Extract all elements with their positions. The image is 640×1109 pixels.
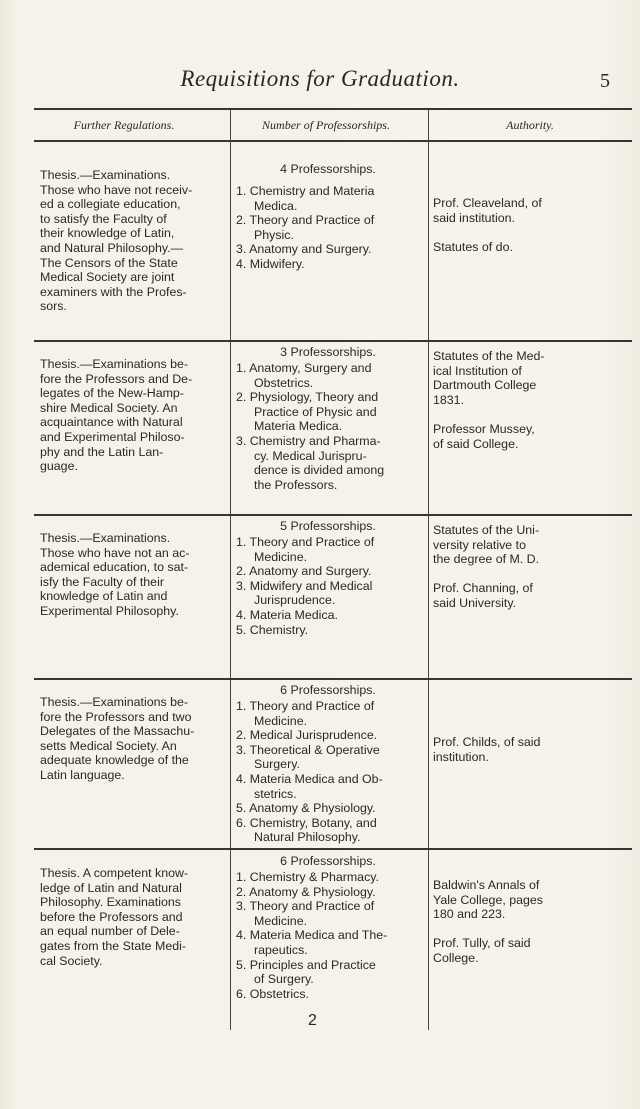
professorship-list-line: 3. Chemistry and Pharma- — [236, 433, 381, 448]
row-divider — [34, 678, 632, 680]
regulations-text-line: cal Society. — [40, 953, 103, 968]
regulations-text-line: guage. — [40, 459, 78, 474]
authority-text-line: Statutes of the Med- — [433, 349, 545, 363]
authority-text-line — [433, 922, 633, 937]
professorship-count: 6 Professorships. — [280, 854, 376, 868]
professorship-list — [236, 870, 420, 1001]
authority-text-line: Yale College, pages — [433, 892, 543, 907]
professorship-list-line: Materia Medica. — [254, 419, 343, 434]
authority-text-line: the degree of M. D. — [433, 552, 540, 567]
professorship-list-line: 3. Midwifery and Medical — [236, 578, 373, 593]
professorship-list-line: 3. Theory and Practice of — [236, 899, 375, 914]
regulations-text-line: and Experimental Philoso- — [40, 429, 185, 444]
regulations-text — [40, 531, 190, 619]
regulations-text-line: examiners with the Profes- — [40, 284, 187, 299]
professorship-count: 5 Professorships. — [280, 519, 376, 533]
authority-text-line: Statutes of the Uni- — [433, 523, 540, 537]
regulations-text — [40, 168, 193, 314]
professorship-list-line: 1. Chemistry & Pharmacy. — [236, 870, 379, 884]
regulations-text-line: fore the Professors and De- — [40, 371, 193, 386]
professorship-list-line: of Surgery. — [254, 972, 314, 987]
professorship-list-line: 5. Principles and Practice — [236, 957, 376, 972]
authority-text-line: Dartmouth College — [433, 378, 537, 393]
authority-text-line: 1831. — [433, 392, 465, 407]
row-divider — [34, 340, 632, 342]
professorship-list-line: Medica. — [254, 198, 298, 213]
page-number: 5 — [600, 70, 610, 92]
regulations-text-line: The Censors of the State — [40, 255, 178, 270]
authority-text-line: 180 and 223. — [433, 907, 506, 922]
row-divider — [34, 848, 632, 850]
regulations-text-line: isfy the Faculty of their — [40, 574, 164, 589]
authority-text-line: ical Institution of — [433, 363, 522, 378]
professorship-list-line: Practice of Physic and — [254, 404, 377, 419]
professorship-list-line: Medicine. — [254, 713, 308, 728]
regulations-text-line: Thesis.—Examinations be- — [40, 357, 189, 371]
regulations-text-line: ed a collegiate education, — [40, 197, 181, 212]
authority-text — [433, 523, 633, 611]
column-header-regulations: Further Regulations. — [73, 118, 175, 132]
professorship-list-line: 1. Theory and Practice of — [236, 535, 375, 549]
regulations-text-line: and Natural Philosophy.— — [40, 240, 184, 255]
authority-text-line: said University. — [433, 595, 517, 610]
header-rule — [34, 140, 632, 142]
signature-mark: 2 — [308, 1012, 317, 1029]
regulations-text-line: shire Medical Society. An — [40, 400, 178, 415]
professorship-list-line: 2. Theory and Practice of — [236, 213, 375, 228]
professorship-list-line: 3. Anatomy and Surgery. — [236, 242, 372, 257]
running-head: Requisitions for Graduation. — [180, 66, 460, 91]
regulations-text-line: Medical Society are joint — [40, 270, 175, 285]
professorship-list — [236, 699, 420, 845]
professorship-count: 6 Professorships. — [280, 683, 376, 697]
authority-text-line: Baldwin's Annals of — [433, 878, 540, 892]
regulations-text-line: to satisfy the Faculty of — [40, 211, 167, 226]
professorship-list-line: 1. Anatomy, Surgery and — [236, 361, 372, 375]
professorship-list-line: 5. Anatomy & Physiology. — [236, 801, 376, 816]
professorship-list — [236, 535, 420, 637]
professorship-count: 3 Professorships. — [280, 345, 376, 359]
authority-text-line: Prof. Cleaveland, of — [433, 196, 542, 210]
authority-text-line: institution. — [433, 749, 489, 764]
regulations-text-line: Those who have not an ac- — [40, 545, 190, 560]
professorship-count: 4 Professorships. — [280, 162, 376, 176]
professorship-list — [236, 361, 420, 492]
professorship-list-line: rapeutics. — [254, 942, 308, 957]
authority-text-line: Prof. Tully, of said — [433, 936, 531, 951]
professorship-list-line: 5. Chemistry. — [236, 622, 309, 637]
professorship-list-line: 6. Obstetrics. — [236, 986, 309, 1001]
column-divider-1 — [230, 110, 231, 1030]
professorship-list-line: 4. Materia Medica. — [236, 607, 338, 622]
authority-text-line — [433, 225, 633, 240]
professorship-list-line: Physic. — [254, 227, 294, 242]
authority-text-line: Prof. Childs, of said — [433, 735, 541, 749]
column-header-professorships: Number of Professorships. — [262, 118, 390, 132]
authority-text-line — [433, 567, 633, 582]
authority-text-line: College. — [433, 950, 479, 965]
column-divider-2 — [428, 110, 429, 1030]
regulations-text-line: legates of the New-Hamp- — [40, 386, 184, 401]
regulations-text-line: Philosophy. Examinations — [40, 895, 181, 910]
regulations-text-line: Delegates of the Massachu- — [40, 724, 195, 739]
regulations-text-line: Experimental Philosophy. — [40, 603, 179, 618]
authority-text-line: versity relative to — [433, 537, 526, 552]
regulations-text-line: acquaintance with Natural — [40, 415, 183, 430]
regulations-text-line: phy and the Latin Lan- — [40, 444, 164, 459]
professorship-list-line: Medicine. — [254, 549, 308, 564]
regulations-text-line: their knowledge of Latin, — [40, 226, 175, 241]
regulations-text-line: sors. — [40, 299, 67, 314]
regulations-text-line: Those who have not receiv- — [40, 182, 193, 197]
professorship-list-line: stetrics. — [254, 786, 297, 801]
professorship-list-line: Natural Philosophy. — [254, 830, 361, 845]
regulations-text-line: gates from the State Medi- — [40, 938, 187, 953]
authority-text-line: Statutes of do. — [433, 239, 513, 254]
professorship-list-line: 6. Chemistry, Botany, and — [236, 815, 377, 830]
professorship-list-line: 4. Materia Medica and The- — [236, 928, 388, 943]
top-rule — [34, 108, 632, 110]
row-divider — [34, 514, 632, 516]
regulations-text — [40, 357, 193, 474]
professorship-list-line: 2. Anatomy and Surgery. — [236, 564, 372, 579]
authority-text — [433, 735, 633, 764]
regulations-text-line: fore the Professors and two — [40, 709, 192, 724]
regulations-text-line: ledge of Latin and Natural — [40, 880, 182, 895]
professorship-list-line: 4. Midwifery. — [236, 256, 305, 271]
professorship-list-line: 4. Materia Medica and Ob- — [236, 771, 383, 786]
authority-text-line: of said College. — [433, 436, 519, 451]
professorship-list-line: 1. Theory and Practice of — [236, 699, 375, 713]
regulations-text-line: adequate knowledge of the — [40, 753, 189, 768]
regulations-text-line: Latin language. — [40, 767, 125, 782]
professorship-list-line: 1. Chemistry and Materia — [236, 184, 375, 198]
professorship-list-line: 2. Medical Jurisprudence. — [236, 728, 378, 743]
professorship-list-line: the Professors. — [254, 477, 338, 492]
professorship-list-line: 3. Theoretical & Operative — [236, 742, 380, 757]
regulations-text-line: Thesis.—Examinations. — [40, 168, 171, 182]
professorship-list-line: Obstetrics. — [254, 375, 314, 390]
authority-text — [433, 878, 633, 966]
regulations-text — [40, 695, 195, 783]
professorship-list-line: cy. Medical Jurispru- — [254, 448, 367, 463]
authority-text-line: said institution. — [433, 210, 515, 225]
authority-text-line: Prof. Channing, of — [433, 581, 533, 596]
regulations-text-line: before the Professors and — [40, 909, 183, 924]
professorship-list-line: Jurisprudence. — [254, 593, 336, 608]
regulations-text-line: setts Medical Society. An — [40, 738, 177, 753]
authority-text-line — [433, 407, 633, 422]
regulations-text — [40, 866, 189, 968]
column-header-authority: Authority. — [506, 118, 554, 132]
authority-text — [433, 196, 633, 254]
professorship-list-line: Surgery. — [254, 757, 300, 772]
professorship-list-line: 2. Physiology, Theory and — [236, 390, 379, 405]
authority-text-line: Professor Mussey, — [433, 421, 535, 436]
professorship-list-line: 2. Anatomy & Physiology. — [236, 884, 376, 899]
regulations-text-line: ademical education, to sat- — [40, 560, 189, 575]
professorship-list-line: dence is divided among — [254, 463, 385, 478]
professorship-list — [236, 184, 420, 272]
regulations-text-line: Thesis. A competent know- — [40, 866, 189, 880]
regulations-text-line: Thesis.—Examinations. — [40, 531, 171, 545]
regulations-text-line: Thesis.—Examinations be- — [40, 695, 189, 709]
authority-text — [433, 349, 633, 451]
regulations-text-line: an equal number of Dele- — [40, 924, 180, 939]
regulations-text-line: knowledge of Latin and — [40, 589, 168, 604]
professorship-list-line: Medicine. — [254, 913, 308, 928]
